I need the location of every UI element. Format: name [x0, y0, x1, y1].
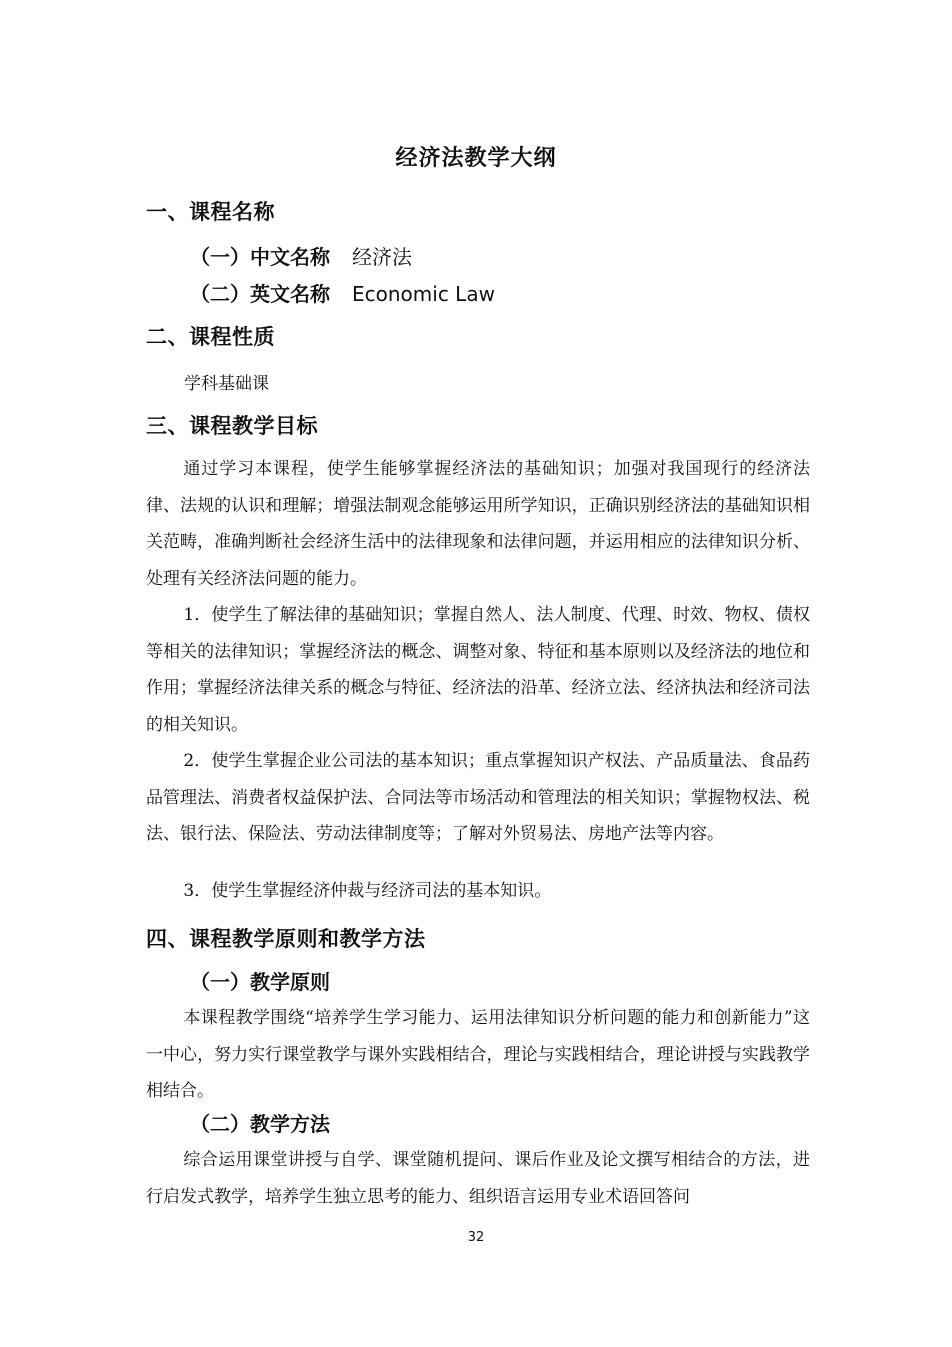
section-heading-teaching-goals: 三、课程教学目标 [146, 414, 318, 438]
chinese-name-row [190, 241, 412, 270]
english-name-label: （二）英文名称 [190, 282, 330, 306]
subheading-teaching-principles: （一）教学原则 [190, 970, 330, 994]
methods-paragraph: 综合运用课堂讲授与自学、课堂随机提问、课后作业及论文撰写相结合的方法，进行启发式教学，培养学生独立思考的能力、组织语言运用专业术语回答问 [146, 1150, 810, 1207]
english-name-row [190, 278, 495, 307]
section-heading-course-nature: 二、课程性质 [146, 325, 275, 349]
goals-paragraph-2: 2．使学生掌握企业公司法的基本知识；重点掌握知识产权法、产品质量法、食品药品管理法、消费者权益保护法、合同法等市场活动和管理法的相关知识；掌握物权法、税法、银行法、保险法、劳动法律制度等；了解对外贸易法、房地产法等内容。 [146, 751, 810, 844]
section-heading-course-name: 一、课程名称 [146, 200, 275, 224]
section-heading-principles-methods: 四、课程教学原则和教学方法 [146, 927, 426, 951]
english-name-value: Economic Law [352, 282, 495, 306]
goals-paragraph-3: 3．使学生掌握经济仲裁与经济司法的基本知识。 [183, 881, 552, 901]
page-number: 32 [467, 1230, 485, 1245]
course-nature-text: 学科基础课 [184, 374, 269, 394]
goals-paragraph-1: 1．使学生了解法律的基础知识；掌握自然人、法人制度、代理、时效、物权、债权等相关的法律知识；掌握经济法的概念、调整对象、特征和基本原则以及经济法的地位和作用；掌握经济法律关系的概念与特征、经济法的沿革、经济立法、经济执法和经济司法的相关知识。 [146, 605, 810, 735]
subheading-teaching-methods: （二）教学方法 [190, 1112, 330, 1136]
goals-paragraph-intro: 通过学习本课程，使学生能够掌握经济法的基础知识；加强对我国现行的经济法律、法规的认识和理解；增强法制观念能够运用所学知识，正确识别经济法的基础知识相关范畴，准确判断社会经济生活中的法律现象和法律问题，并运用相应的法律知识分析、处理有关经济法问题的能力。 [146, 459, 810, 589]
document-title: 经济法教学大纲 [395, 146, 557, 171]
principles-paragraph: 本课程教学围绕“培养学生学习能力、运用法律知识分析问题的能力和创新能力”这一中心，努力实行课堂教学与课外实践相结合，理论与实践相结合，理论讲授与实践教学相结合。 [146, 1008, 810, 1101]
chinese-name-label: （一）中文名称 [190, 245, 330, 269]
chinese-name-value: 经济法 [352, 245, 412, 269]
